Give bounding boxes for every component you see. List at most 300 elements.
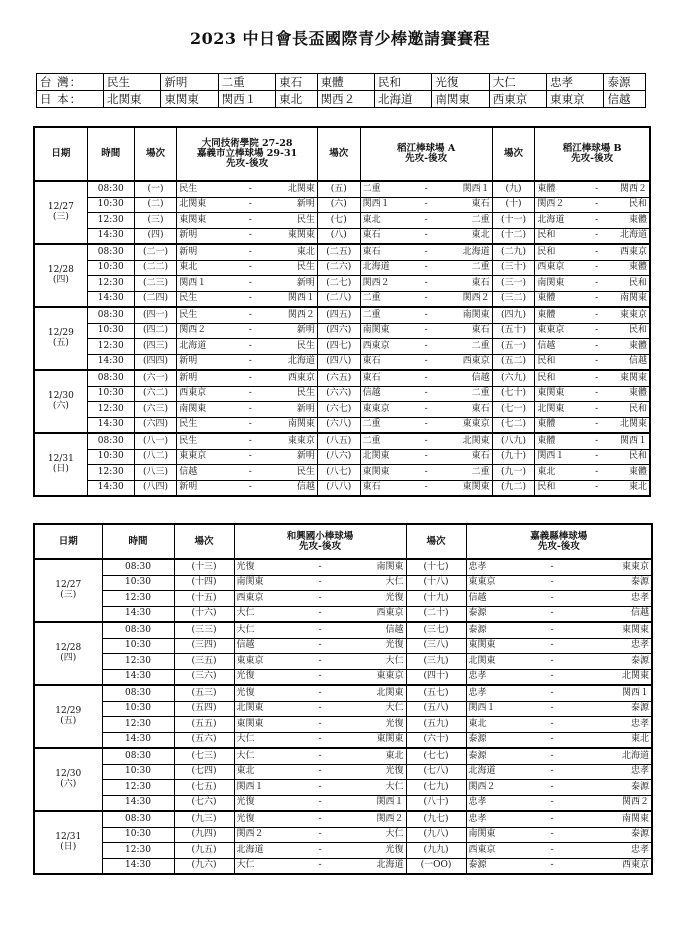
date-text: 12/29 bbox=[55, 706, 82, 717]
separator-cell: - bbox=[590, 228, 603, 244]
date-cell bbox=[34, 685, 102, 748]
separator-cell: - bbox=[590, 260, 603, 276]
separator-cell: - bbox=[314, 811, 326, 827]
game-number-cell: (十九) bbox=[406, 591, 466, 607]
separator-cell: - bbox=[243, 291, 258, 307]
away-team-cell: 民生 bbox=[177, 181, 243, 197]
home-team-cell: 北関東 bbox=[258, 181, 318, 197]
date-cell bbox=[34, 811, 102, 874]
game-number-cell: (四十) bbox=[406, 669, 466, 685]
home-team-cell: 東體 bbox=[603, 339, 650, 355]
home-team-cell: 民和 bbox=[603, 197, 650, 213]
game-number-cell: (三一) bbox=[492, 276, 535, 292]
separator-cell: - bbox=[590, 244, 603, 260]
separator-cell: - bbox=[420, 417, 433, 433]
home-team-cell: 大仁 bbox=[326, 701, 406, 717]
separator-cell: - bbox=[590, 370, 603, 386]
game-number-cell: (九一) bbox=[492, 465, 535, 481]
separator-cell: - bbox=[243, 465, 258, 481]
game-number-cell: (六一) bbox=[134, 370, 177, 386]
away-team-cell: 関西１ bbox=[466, 701, 546, 717]
game-row bbox=[34, 417, 650, 433]
separator-cell: - bbox=[546, 748, 558, 764]
game-number-cell: (九六) bbox=[174, 858, 234, 874]
game-number-cell: (二) bbox=[134, 197, 177, 213]
game-number-cell: (八四) bbox=[134, 480, 177, 496]
away-team-cell: 東北 bbox=[535, 465, 590, 481]
team-name-cell: 関西２ bbox=[317, 91, 374, 108]
team-name-cell: 東體 bbox=[317, 74, 374, 91]
team-name-cell: 東北 bbox=[276, 91, 317, 108]
date-text: 12/27 bbox=[55, 580, 82, 591]
away-team-cell: 新明 bbox=[177, 354, 243, 370]
time-cell: 14:30 bbox=[87, 228, 134, 244]
separator-cell: - bbox=[420, 291, 433, 307]
time-cell: 12:30 bbox=[87, 339, 134, 355]
away-team-cell: 北海道 bbox=[234, 843, 314, 859]
separator-cell: - bbox=[546, 669, 558, 685]
separator-cell: - bbox=[590, 417, 603, 433]
home-team-cell: 東體 bbox=[603, 213, 650, 229]
home-team-cell: 光復 bbox=[326, 591, 406, 607]
separator-cell: - bbox=[590, 307, 603, 323]
away-team-cell: 東北 bbox=[466, 717, 546, 733]
separator-cell: - bbox=[590, 433, 603, 449]
away-team-cell: 大仁 bbox=[234, 606, 314, 622]
time-cell: 08:30 bbox=[102, 748, 174, 764]
game-number-cell: (七一) bbox=[492, 402, 535, 418]
column-header: 場次 bbox=[492, 127, 535, 181]
time-cell: 10:30 bbox=[102, 764, 174, 780]
date-cell bbox=[34, 307, 87, 370]
separator-cell: - bbox=[314, 827, 326, 843]
time-cell: 10:30 bbox=[102, 638, 174, 654]
time-cell: 14:30 bbox=[102, 669, 174, 685]
away-team-cell: 民和 bbox=[535, 244, 590, 260]
game-number-cell: (七四) bbox=[174, 764, 234, 780]
game-number-cell: (三五) bbox=[174, 654, 234, 670]
away-team-cell: 民生 bbox=[177, 307, 243, 323]
time-cell: 12:30 bbox=[102, 654, 174, 670]
game-number-cell: (三七) bbox=[406, 622, 466, 638]
time-cell: 10:30 bbox=[102, 575, 174, 591]
game-row bbox=[34, 323, 650, 339]
date-text: 12/28 bbox=[55, 643, 82, 654]
away-team-cell: 忠孝 bbox=[466, 669, 546, 685]
away-team-cell: 関西２ bbox=[360, 276, 420, 292]
separator-cell: - bbox=[546, 764, 558, 780]
away-team-cell: 東関東 bbox=[360, 465, 420, 481]
away-team-cell: 信越 bbox=[535, 339, 590, 355]
team-country-label: 日 本： bbox=[37, 91, 104, 108]
home-team-cell: 関西２ bbox=[258, 307, 318, 323]
weekday-text: (五) bbox=[52, 337, 69, 348]
separator-cell: - bbox=[243, 228, 258, 244]
game-row bbox=[34, 827, 652, 843]
separator-cell: - bbox=[546, 780, 558, 796]
home-team-cell: 大仁 bbox=[326, 780, 406, 796]
date-cell bbox=[34, 748, 102, 811]
time-cell: 08:30 bbox=[87, 181, 134, 197]
separator-cell: - bbox=[546, 685, 558, 701]
game-number-cell: (二十) bbox=[406, 606, 466, 622]
game-row bbox=[34, 291, 650, 307]
away-team-cell: 忠孝 bbox=[466, 811, 546, 827]
away-team-cell: 東関東 bbox=[466, 638, 546, 654]
game-number-cell: (九四) bbox=[174, 827, 234, 843]
home-team-cell: 二重 bbox=[433, 339, 493, 355]
game-row bbox=[34, 780, 652, 796]
game-number-cell: (四六) bbox=[317, 323, 360, 339]
team-name-cell: 北関東 bbox=[104, 91, 161, 108]
home-team-cell: 西東京 bbox=[558, 858, 652, 874]
game-number-cell: (七十) bbox=[492, 386, 535, 402]
column-header: 和興國小棒球場 先攻-後攻 bbox=[234, 524, 406, 559]
home-team-cell: 新明 bbox=[258, 323, 318, 339]
time-cell: 12:30 bbox=[87, 276, 134, 292]
game-number-cell: (五五) bbox=[174, 717, 234, 733]
team-name-cell: 関西１ bbox=[218, 91, 275, 108]
game-number-cell: (八) bbox=[317, 228, 360, 244]
separator-cell: - bbox=[546, 843, 558, 859]
game-number-cell: (八九) bbox=[492, 433, 535, 449]
game-number-cell: (十三) bbox=[174, 559, 234, 575]
separator-cell: - bbox=[546, 795, 558, 811]
game-number-cell: (九三) bbox=[174, 811, 234, 827]
team-row bbox=[37, 74, 646, 91]
game-number-cell: (十六) bbox=[174, 606, 234, 622]
weekday-text: (日) bbox=[52, 463, 69, 474]
away-team-cell: 北関東 bbox=[177, 197, 243, 213]
separator-cell: - bbox=[420, 339, 433, 355]
game-number-cell: (四四) bbox=[134, 354, 177, 370]
separator-cell: - bbox=[314, 764, 326, 780]
game-number-cell: (八八) bbox=[317, 480, 360, 496]
page-title: 2023 中日會長盃國際青少棒邀請賽賽程 bbox=[189, 29, 491, 48]
game-number-cell: (七二) bbox=[492, 417, 535, 433]
home-team-cell: 東石 bbox=[433, 276, 493, 292]
separator-cell: - bbox=[420, 480, 433, 496]
separator-cell: - bbox=[314, 575, 326, 591]
home-team-cell: 東関東 bbox=[433, 480, 493, 496]
separator-cell: - bbox=[243, 307, 258, 323]
game-number-cell: (八一) bbox=[134, 433, 177, 449]
separator-cell: - bbox=[546, 858, 558, 874]
team-name-cell: 東石 bbox=[276, 74, 317, 91]
team-name-cell: 大仁 bbox=[489, 74, 546, 91]
game-number-cell: (三二) bbox=[492, 291, 535, 307]
away-team-cell: 北海道 bbox=[360, 260, 420, 276]
away-team-cell: 東関東 bbox=[177, 213, 243, 229]
home-team-cell: 東北 bbox=[603, 480, 650, 496]
separator-cell: - bbox=[420, 323, 433, 339]
time-cell: 12:30 bbox=[87, 213, 134, 229]
away-team-cell: 二重 bbox=[360, 181, 420, 197]
game-number-cell: (四一) bbox=[134, 307, 177, 323]
home-team-cell: 民生 bbox=[258, 339, 318, 355]
home-team-cell: 信越 bbox=[603, 354, 650, 370]
home-team-cell: 新明 bbox=[258, 449, 318, 465]
date-text: 12/30 bbox=[47, 391, 74, 402]
game-number-cell: (三八) bbox=[406, 638, 466, 654]
home-team-cell: 南関東 bbox=[558, 811, 652, 827]
away-team-cell: 信越 bbox=[466, 591, 546, 607]
separator-cell: - bbox=[590, 480, 603, 496]
separator-cell: - bbox=[243, 213, 258, 229]
away-team-cell: 西東京 bbox=[535, 260, 590, 276]
home-team-cell: 忠孝 bbox=[558, 764, 652, 780]
team-name-cell: 泰源 bbox=[604, 74, 646, 91]
home-team-cell: 東北 bbox=[326, 748, 406, 764]
time-cell: 14:30 bbox=[102, 795, 174, 811]
game-row bbox=[34, 638, 652, 654]
away-team-cell: 光復 bbox=[234, 559, 314, 575]
team-name-cell: 民生 bbox=[104, 74, 161, 91]
header-row bbox=[34, 524, 652, 559]
game-number-cell: (三六) bbox=[174, 669, 234, 685]
separator-cell: - bbox=[314, 638, 326, 654]
column-header: 場次 bbox=[134, 127, 177, 181]
column-header: 時間 bbox=[87, 127, 134, 181]
separator-cell: - bbox=[590, 386, 603, 402]
away-team-cell: 関西１ bbox=[234, 780, 314, 796]
game-number-cell: (六九) bbox=[492, 370, 535, 386]
game-number-cell: (六八) bbox=[317, 417, 360, 433]
game-number-cell: (三四) bbox=[174, 638, 234, 654]
time-cell: 10:30 bbox=[87, 386, 134, 402]
home-team-cell: 北海道 bbox=[258, 354, 318, 370]
away-team-cell: 忠孝 bbox=[466, 685, 546, 701]
game-row bbox=[34, 402, 650, 418]
date-text: 12/29 bbox=[47, 328, 74, 339]
date-text: 12/28 bbox=[47, 265, 74, 276]
away-team-cell: 泰源 bbox=[466, 732, 546, 748]
date-text: 12/27 bbox=[47, 202, 74, 213]
separator-cell: - bbox=[546, 827, 558, 843]
away-team-cell: 東北 bbox=[234, 764, 314, 780]
separator-cell: - bbox=[590, 323, 603, 339]
game-number-cell: (四七) bbox=[317, 339, 360, 355]
home-team-cell: 忠孝 bbox=[558, 638, 652, 654]
game-row bbox=[34, 732, 652, 748]
separator-cell: - bbox=[590, 276, 603, 292]
time-cell: 12:30 bbox=[87, 402, 134, 418]
game-row bbox=[34, 276, 650, 292]
separator-cell: - bbox=[420, 181, 433, 197]
game-row bbox=[34, 370, 650, 386]
away-team-cell: 関西１ bbox=[177, 276, 243, 292]
separator-cell: - bbox=[243, 354, 258, 370]
column-header: 日期 bbox=[34, 127, 87, 181]
home-team-cell: 大仁 bbox=[326, 827, 406, 843]
home-team-cell: 東北 bbox=[433, 228, 493, 244]
separator-cell: - bbox=[420, 449, 433, 465]
away-team-cell: 二重 bbox=[360, 307, 420, 323]
separator-cell: - bbox=[314, 559, 326, 575]
team-name-cell: 忠孝 bbox=[547, 74, 604, 91]
separator-cell: - bbox=[314, 701, 326, 717]
date-text: 12/31 bbox=[47, 454, 74, 465]
separator-cell: - bbox=[314, 732, 326, 748]
game-number-cell: (九) bbox=[492, 181, 535, 197]
team-name-cell: 二重 bbox=[218, 74, 275, 91]
game-number-cell: (四五) bbox=[317, 307, 360, 323]
weekday-text: (六) bbox=[60, 778, 77, 789]
time-cell: 12:30 bbox=[102, 843, 174, 859]
weekday-text: (六) bbox=[52, 400, 69, 411]
separator-cell: - bbox=[590, 402, 603, 418]
home-team-cell: 民和 bbox=[603, 276, 650, 292]
weekday-text: (日) bbox=[60, 841, 77, 852]
game-number-cell: (三九) bbox=[406, 654, 466, 670]
home-team-cell: 西東京 bbox=[326, 606, 406, 622]
home-team-cell: 西東京 bbox=[433, 354, 493, 370]
away-team-cell: 南関東 bbox=[466, 827, 546, 843]
home-team-cell: 光復 bbox=[326, 764, 406, 780]
game-number-cell: (三三) bbox=[174, 622, 234, 638]
game-number-cell: (五七) bbox=[406, 685, 466, 701]
home-team-cell: 光復 bbox=[326, 843, 406, 859]
home-team-cell: 関西１ bbox=[326, 795, 406, 811]
game-row bbox=[34, 748, 652, 764]
game-number-cell: (九十) bbox=[492, 449, 535, 465]
column-header: 時間 bbox=[102, 524, 174, 559]
game-row bbox=[34, 260, 650, 276]
time-cell: 10:30 bbox=[87, 323, 134, 339]
game-number-cell: (五) bbox=[317, 181, 360, 197]
game-number-cell: (六二) bbox=[134, 386, 177, 402]
date-cell bbox=[34, 181, 87, 244]
game-number-cell: (一OO) bbox=[406, 858, 466, 874]
separator-cell: - bbox=[243, 244, 258, 260]
team-name-cell: 新明 bbox=[161, 74, 218, 91]
time-cell: 10:30 bbox=[102, 701, 174, 717]
time-cell: 08:30 bbox=[87, 433, 134, 449]
separator-cell: - bbox=[420, 370, 433, 386]
away-team-cell: 南関東 bbox=[535, 276, 590, 292]
away-team-cell: 民生 bbox=[177, 433, 243, 449]
weekday-text: (五) bbox=[60, 715, 77, 726]
separator-cell: - bbox=[420, 433, 433, 449]
time-cell: 10:30 bbox=[102, 827, 174, 843]
separator-cell: - bbox=[314, 795, 326, 811]
away-team-cell: 北海道 bbox=[535, 213, 590, 229]
home-team-cell: 北関東 bbox=[433, 433, 493, 449]
team-country-label: 台 灣： bbox=[37, 74, 104, 91]
team-name-cell: 民和 bbox=[374, 74, 431, 91]
away-team-cell: 東體 bbox=[535, 291, 590, 307]
away-team-cell: 東東京 bbox=[234, 654, 314, 670]
game-number-cell: (八十) bbox=[406, 795, 466, 811]
separator-cell: - bbox=[420, 244, 433, 260]
game-number-cell: (七九) bbox=[406, 780, 466, 796]
game-row bbox=[34, 307, 650, 323]
away-team-cell: 北関東 bbox=[535, 402, 590, 418]
separator-cell: - bbox=[243, 433, 258, 449]
separator-cell: - bbox=[314, 654, 326, 670]
away-team-cell: 信越 bbox=[177, 465, 243, 481]
home-team-cell: 北海道 bbox=[558, 748, 652, 764]
game-number-cell: (八五) bbox=[317, 433, 360, 449]
home-team-cell: 西東京 bbox=[603, 244, 650, 260]
game-number-cell: (二九) bbox=[492, 244, 535, 260]
home-team-cell: 民生 bbox=[258, 260, 318, 276]
home-team-cell: 東體 bbox=[603, 465, 650, 481]
away-team-cell: 二重 bbox=[360, 433, 420, 449]
date-cell bbox=[34, 559, 102, 622]
home-team-cell: 東関東 bbox=[258, 228, 318, 244]
home-team-cell: 東東京 bbox=[326, 669, 406, 685]
time-cell: 12:30 bbox=[87, 465, 134, 481]
schedule-table-2 bbox=[33, 523, 653, 875]
game-row bbox=[34, 591, 652, 607]
game-number-cell: (七三) bbox=[174, 748, 234, 764]
time-cell: 10:30 bbox=[87, 260, 134, 276]
away-team-cell: 民和 bbox=[535, 228, 590, 244]
game-number-cell: (二六) bbox=[317, 260, 360, 276]
separator-cell: - bbox=[420, 386, 433, 402]
time-cell: 08:30 bbox=[102, 622, 174, 638]
away-team-cell: 西東京 bbox=[177, 386, 243, 402]
separator-cell: - bbox=[314, 606, 326, 622]
game-number-cell: (七五) bbox=[174, 780, 234, 796]
separator-cell: - bbox=[546, 717, 558, 733]
away-team-cell: 西東京 bbox=[234, 591, 314, 607]
away-team-cell: 関西２ bbox=[234, 827, 314, 843]
game-number-cell: (四八) bbox=[317, 354, 360, 370]
away-team-cell: 東関東 bbox=[234, 717, 314, 733]
date-cell bbox=[34, 244, 87, 307]
game-row bbox=[34, 244, 650, 260]
home-team-cell: 忠孝 bbox=[558, 843, 652, 859]
game-row bbox=[34, 386, 650, 402]
game-number-cell: (六六) bbox=[317, 386, 360, 402]
game-number-cell: (二三) bbox=[134, 276, 177, 292]
game-row bbox=[34, 622, 652, 638]
home-team-cell: 北関東 bbox=[326, 685, 406, 701]
away-team-cell: 東北 bbox=[177, 260, 243, 276]
game-number-cell: (九八) bbox=[406, 827, 466, 843]
game-number-cell: (二五) bbox=[317, 244, 360, 260]
separator-cell: - bbox=[243, 276, 258, 292]
game-row bbox=[34, 843, 652, 859]
home-team-cell: 民和 bbox=[603, 323, 650, 339]
away-team-cell: 関西１ bbox=[360, 197, 420, 213]
home-team-cell: 南関東 bbox=[258, 417, 318, 433]
game-row bbox=[34, 354, 650, 370]
column-header: 場次 bbox=[406, 524, 466, 559]
game-number-cell: (六四) bbox=[134, 417, 177, 433]
time-cell: 08:30 bbox=[102, 685, 174, 701]
separator-cell: - bbox=[590, 465, 603, 481]
separator-cell: - bbox=[546, 701, 558, 717]
time-cell: 14:30 bbox=[87, 291, 134, 307]
game-row bbox=[34, 480, 650, 496]
separator-cell: - bbox=[420, 307, 433, 323]
column-header: 日期 bbox=[34, 524, 102, 559]
game-number-cell: (十一) bbox=[492, 213, 535, 229]
separator-cell: - bbox=[314, 843, 326, 859]
game-number-cell: (二二) bbox=[134, 260, 177, 276]
home-team-cell: 東東京 bbox=[258, 433, 318, 449]
home-team-cell: 大仁 bbox=[326, 575, 406, 591]
separator-cell: - bbox=[314, 622, 326, 638]
game-number-cell: (二一) bbox=[134, 244, 177, 260]
game-number-cell: (五十) bbox=[492, 323, 535, 339]
home-team-cell: 関西１ bbox=[558, 685, 652, 701]
home-team-cell: 泰源 bbox=[558, 780, 652, 796]
time-cell: 08:30 bbox=[87, 307, 134, 323]
